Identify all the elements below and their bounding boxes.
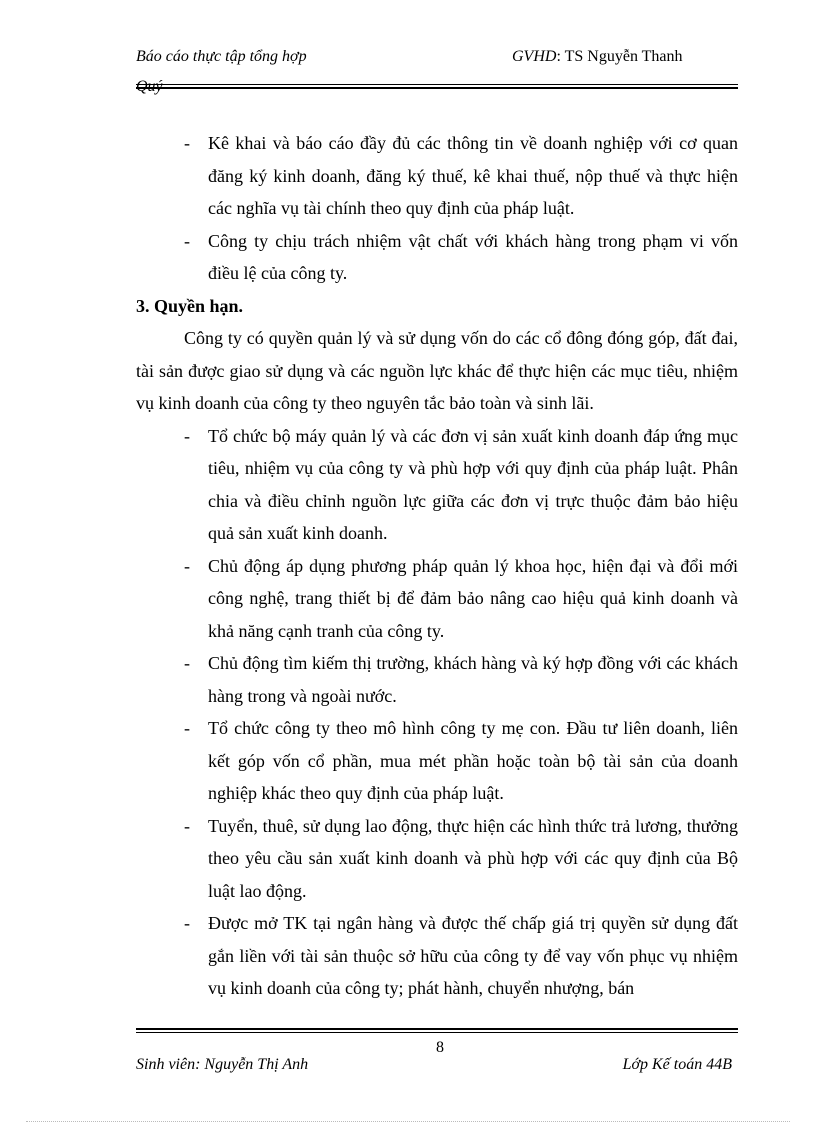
bullet-marker: - [184, 555, 190, 576]
list-item-text: Kê khai và báo cáo đầy đủ các thông tin về doanh nghiệp với cơ quan đăng ký kinh doanh, đăng ký thuế, kê khai thuế, nộp thuế và thực hiện các nghĩa vụ tài chính theo quy định của pháp luật. [208, 133, 738, 218]
list-item [136, 712, 738, 810]
document-body [136, 127, 738, 1005]
list-item [136, 907, 738, 1005]
header-supervisor [512, 48, 683, 66]
footer-student-label: Sinh viên: [136, 1056, 201, 1073]
list-item-text: Tổ chức công ty theo mô hình công ty mẹ con. Đầu tư liên doanh, liên kết góp vốn cổ phần, mua mét phần hoặc toàn bộ tài sản của doanh nghiệp khác theo quy định của pháp luật. [208, 718, 738, 803]
header-supervisor-name: TS Nguyễn Thanh [564, 48, 683, 65]
bullet-marker: - [184, 913, 190, 933]
footer-student-name: Nguyễn Thị Anh [204, 1056, 309, 1073]
list-item-text: Công ty chịu trách nhiệm vật chất với khách hàng trong phạm vi vốn điều lệ của công ty. [208, 230, 738, 283]
list-item [136, 420, 738, 550]
bullet-marker: - [184, 133, 190, 153]
list-item-text: Tổ chức bộ máy quản lý và các đơn vị sản xuất kinh doanh đáp ứng mục tiêu, nhiệm vụ của công ty và phù hợp với quy định của pháp luật. Phân chia và điều chỉnh nguồn lực giữa các đơn vị trực thuộc đảm bảo hiệu quả sản xuất kinh doanh. [208, 425, 738, 543]
list-item [136, 550, 738, 648]
bullet-marker: - [184, 425, 190, 446]
bullet-marker: - [184, 815, 190, 836]
list-item-text: Chủ động tìm kiếm thị trường, khách hàng và ký hợp đồng với các khách hàng trong và ngoài nước. [208, 653, 738, 706]
bullet-marker: - [184, 718, 190, 738]
footer-student [136, 1056, 308, 1074]
bullet-marker: - [184, 653, 190, 673]
list-item [136, 647, 738, 712]
footer-rule [136, 1028, 738, 1033]
list-item [136, 225, 738, 290]
header-supervisor-wrap: Quý [136, 78, 163, 95]
list-item-text: Chủ động áp dụng phương pháp quản lý khoa học, hiện đại và đổi mới công nghệ, trang thiết bị để đảm bảo nâng cao hiệu quả kinh doanh và khả năng cạnh tranh của công ty. [208, 555, 738, 641]
list-item [136, 127, 738, 225]
bullet-marker: - [184, 230, 190, 251]
paragraph: Công ty có quyền quản lý và sử dụng vốn do các cổ đông đóng góp, đất đai, tài sản được giao sử dụng và các nguồn lực khác để thực hiện các mục tiêu, nhiệm vụ kinh doanh của công ty theo nguyên tắc bảo toàn và sinh lãi. [136, 328, 738, 413]
header-report-title: Báo cáo thực tập tổng hợp [136, 48, 307, 65]
header-rule [136, 84, 738, 89]
header-supervisor-label: GVHD [512, 48, 557, 65]
list-item [136, 810, 738, 908]
page-edge-divider [26, 1121, 790, 1122]
list-item-text: Được mở TK tại ngân hàng và được thế chấp giá trị quyền sử dụng đất gắn liền với tài sản thuộc sở hữu của công ty để vay vốn phục vụ nhiệm vụ kinh doanh của công ty; phát hành, chuyển nhượng, bán [208, 913, 738, 998]
header-supervisor-sep: : [556, 48, 561, 65]
page-number: 8 [436, 1039, 444, 1056]
footer-class: Lớp Kế toán 44B [622, 1056, 732, 1073]
section-heading: 3. Quyền hạn. [136, 295, 244, 316]
list-item-text: Tuyển, thuê, sử dụng lao động, thực hiện các hình thức trả lương, thưởng theo yêu cầu sản xuất kinh doanh và phù hợp với các quy định của Bộ luật lao động. [208, 815, 738, 901]
